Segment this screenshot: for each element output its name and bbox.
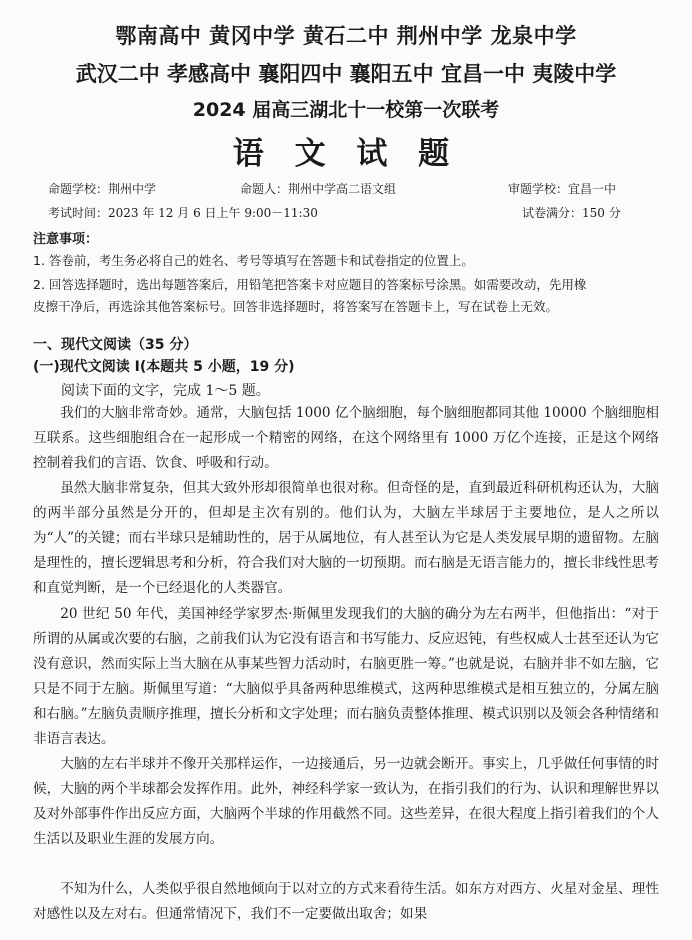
section-subtitle: (一)现代文阅读 I(本题共 5 小题，19 分) — [33, 359, 295, 375]
full-score: 试卷满分：150 分 — [522, 206, 621, 220]
exam-time: 考试时间：2023 年 12 月 6 日上午 9:00－11:30 — [48, 206, 318, 220]
article-paragraph-3 — [33, 602, 659, 753]
exam-name: 2024 届高三湖北十一校第一次联考 — [192, 99, 500, 121]
notice-item-1: 1. 答卷前，考生务必将自己的姓名、考号等填写在答题卡和试卷指定的位置上。 — [33, 253, 474, 268]
article-paragraph-1 — [33, 401, 659, 476]
paragraph-2-text: 虽然大脑非常复杂，但其大致外形却很简单也很对称。但奇怪的是，直到最近科研机构还认为，大脑的两半部分虽然是分开的，但却是主次有别的。他们认为，大脑左半球居于主要地位，是人之所以为“人”的关键；而右半球只是辅助性的，居于从属地位，有人甚至认为它是人类发展早期的遗留物。左脑是理性的，擅长逻辑思考和分析，符合我们对大脑的一切预期。而右脑是无语言能力的，擅长非线性思考和直觉判断，是一个已经退化的人类器官。 — [33, 480, 659, 597]
paragraph-1-text: 我们的大脑非常奇妙。通常，大脑包括 1000 亿个脑细胞，每个脑细胞都同其他 10000 个脑细胞相互联系。这些细胞组合在一起形成一个精密的网络，在这个网络里有 1000 万亿个连接，正是这个网络控制着我们的言语、饮食、呼吸和行动。 — [33, 405, 659, 472]
paragraph-4-text: 大脑的左右半球并不像开关那样运作，一边接通后，另一边就会断开。事实上，几乎做任何事情的时候，大脑的两个半球都会发挥作用。此外，神经科学家一致认为，在指引我们的行为、认识和理解世界以及对外部事件作出反应方面，大脑两个半球的作用截然不同。这些差异，在很大程度上指引着我们的个人生活以及职业生涯的发展方向。 — [33, 756, 659, 848]
article-paragraph-2 — [33, 476, 659, 601]
reading-instruction: 阅读下面的文字，完成 1～5 题。 — [61, 383, 270, 399]
notice-item-2-line-2: 皮擦干净后，再选涂其他答案标号。回答非选择题时，将答案写在答题卡上，写在试卷上无效。 — [33, 299, 559, 314]
article-paragraph-5 — [33, 877, 659, 927]
notice-heading: 注意事项： — [33, 232, 99, 247]
schools-line-2: 武汉二中 孝感高中 襄阳四中 襄阳五中 宜昌一中 夷陵中学 — [75, 62, 617, 86]
subject-title: 语 文 试 题 — [232, 136, 460, 172]
paragraph-5-text: 不知为什么，人类似乎很自然地倾向于以对立的方式来看待生活。如东方对西方、火星对金星、理性对感性以及左对右。但通常情况下，我们不一定要做出取舍；如果 — [33, 881, 659, 923]
paragraph-3-text: 20 世纪 50 年代，美国神经学家罗杰·斯佩里发现我们的大脑的确分为左右两半，但他指出：“对于所谓的从属或次要的右脑，之前我们认为它没有语言和书写能力、反应迟钝，有些权威人士甚至还认为它没有意识，然而实际上当大脑在从事某些智力活动时，右脑更胜一筹。”也就是说，右脑并非不如左脑，它只是不同于左脑。斯佩里写道：“大脑似乎具备两种思维模式，这两种思维模式是相互独立的，分属左脑和右脑。”左脑负责顺序推理，擅长分析和文字处理；而右脑负责整体推理、模式识别以及领会各种情绪和非语言表达。 — [33, 606, 659, 748]
schools-line-1: 鄂南高中 黄冈中学 黄石二中 荆州中学 龙泉中学 — [115, 24, 577, 48]
article-paragraph-4 — [33, 752, 659, 852]
proposer: 命题人：荆州中学高二语文组 — [240, 182, 397, 196]
proposer-school: 命题学校：荆州中学 — [48, 182, 157, 196]
reviewer-school: 审题学校：宜昌一中 — [508, 182, 617, 196]
section-title: 一、现代文阅读（35 分） — [33, 337, 198, 353]
notice-item-2-line-1: 2. 回答选择题时，选出每题答案后，用铅笔把答案卡对应题目的答案标号涂黑。如需要改动，先用橡 — [33, 277, 587, 292]
